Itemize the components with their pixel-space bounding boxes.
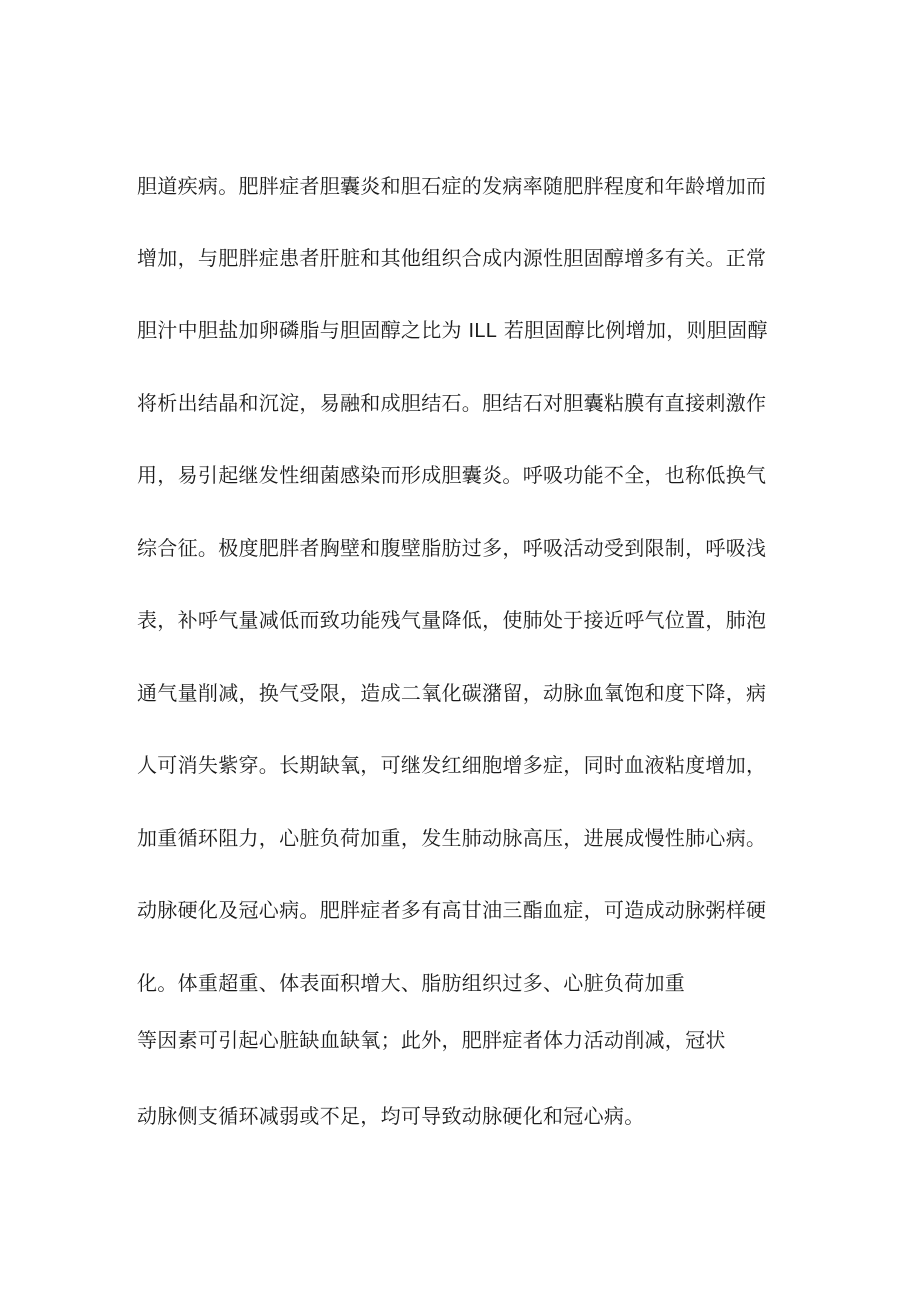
text-line-2: 增加，与肥胖症患者肝脏和其他组织合成内源性胆固醇增多有关。正常 <box>137 246 767 270</box>
text-line-10: 加重循环阻力，心脏负荷加重，发生肺动脉高压，进展成慢性肺心病。 <box>137 826 767 850</box>
text-line-4: 将析出结晶和沉淀，易融和成胆结石。胆结石对胆囊粘膜有直接刺激作 <box>137 391 767 415</box>
text-line-5: 用，易引起继发性细菌感染而形成胆囊炎。呼吸功能不全，也称低换气 <box>137 463 767 487</box>
ratio-value: ILL <box>468 320 498 342</box>
text-line-6: 综合征。极度肥胖者胸壁和腹壁脂肪过多，呼吸活动受到限制，呼吸浅 <box>137 536 767 560</box>
text-line-3-part-1: 胆汁中胆盐加卵磷脂与胆固醇之比为 <box>137 318 462 342</box>
text-line-1: 胆道疾病。肥胖症者胆囊炎和胆石症的发病率随肥胖程度和年龄增加而 <box>137 174 767 198</box>
text-line-8: 通气量削减，换气受限，造成二氧化碳潴留，动脉血氧饱和度下降，病 <box>137 681 767 705</box>
text-line-14: 动脉侧支循环减弱或不足，均可导致动脉硬化和冠心病。 <box>137 1104 645 1128</box>
text-line-12: 化。体重超重、体表面积增大、脂肪组织过多、心脏负荷加重 <box>137 971 686 995</box>
text-line-11: 动脉硬化及冠心病。肥胖症者多有高甘油三酯血症，可造成动脉粥样硬 <box>137 898 767 922</box>
text-line-13: 等因素可引起心脏缺血缺氧；此外，肥胖症者体力活动削减，冠状 <box>137 1028 726 1052</box>
text-line-3 <box>137 317 768 344</box>
text-line-9: 人可消失紫穿。长期缺氧，可继发红细胞增多症，同时血液粘度增加， <box>137 753 767 777</box>
text-line-7: 表，补呼气量减低而致功能残气量降低，使肺处于接近呼气位置，肺泡 <box>137 608 767 632</box>
text-line-3-part-2: 若胆固醇比例增加，则胆固醇 <box>503 318 768 342</box>
